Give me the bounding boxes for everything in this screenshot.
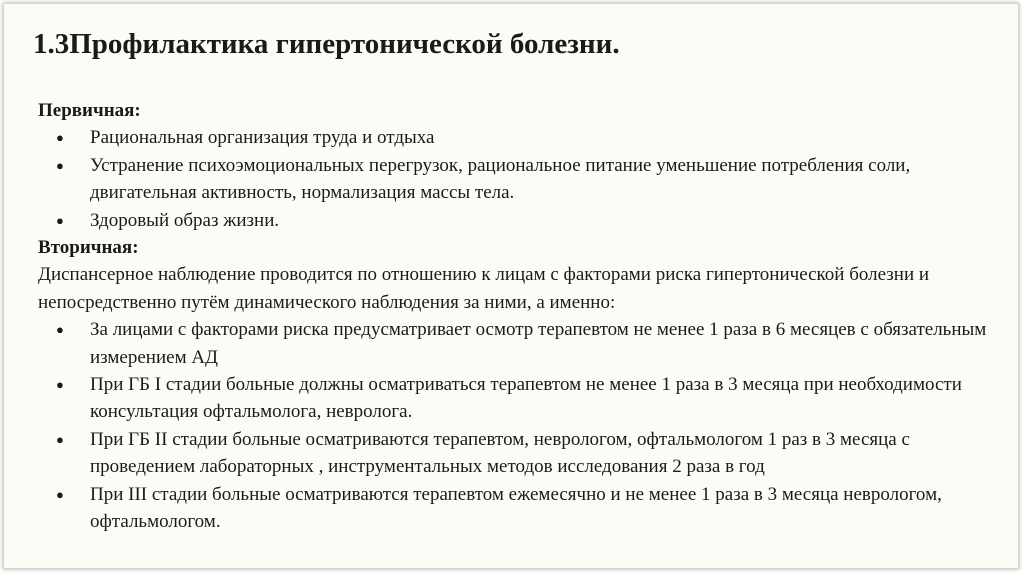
secondary-heading: Вторичная:	[38, 237, 139, 259]
list-item	[38, 316, 1013, 371]
bullet-icon: ●	[56, 486, 64, 502]
bullet-icon: ●	[56, 431, 64, 447]
bullet-icon: ●	[56, 130, 64, 146]
list-item	[38, 481, 1013, 536]
bullet-icon: ●	[56, 322, 64, 338]
list-item-text: При ГБ II стадии больные осматриваются терапевтом, неврологом, офтальмологом 1 раз в 3 месяца с проведением лабораторных , инструментальных методов исследования 2 раза в год	[90, 428, 910, 478]
slide	[3, 3, 1019, 569]
list-item-text: Устранение психоэмоциональных перегрузок, рациональное питание уменьшение потребления соли, двигательная активность, нормализация массы тела.	[90, 154, 911, 204]
list-item-text: За лицами с факторами риска предусматривает осмотр терапевтом не менее 1 раза в 6 месяцев с обязательным измерением АД	[90, 319, 987, 368]
primary-list	[38, 124, 1013, 234]
list-item	[38, 152, 1013, 207]
list-item	[38, 207, 1013, 234]
secondary-list	[38, 316, 1013, 535]
secondary-intro: Диспансерное наблюдение проводится по отношению к лицам с факторами риска гипертонической болезни и непосредственно путём динамического наблюдения за ними, а именно:	[38, 264, 930, 313]
list-item-text: При ГБ I стадии больные должны осматриваться терапевтом не менее 1 раза в 3 месяца при необходимости консультация офтальмолога, невролога.	[90, 374, 962, 423]
bullet-icon: ●	[56, 212, 64, 228]
list-item	[38, 124, 1013, 151]
slide-content	[38, 97, 1013, 536]
list-item	[38, 371, 1013, 426]
bullet-icon: ●	[56, 377, 64, 393]
bullet-icon: ●	[56, 157, 64, 173]
list-item	[38, 426, 1013, 481]
list-item-text: При III стадии больные осматриваются терапевтом ежемесячно и не менее 1 раза в 3 месяца неврологом, офтальмологом.	[90, 483, 942, 533]
page-title: 1.3Профилактика гипертонической болезни.	[33, 28, 620, 60]
list-item-text: Здоровый образ жизни.	[90, 209, 280, 231]
list-item-text: Рациональная организация труда и отдыха	[90, 127, 435, 149]
primary-heading: Первичная:	[38, 100, 141, 121]
